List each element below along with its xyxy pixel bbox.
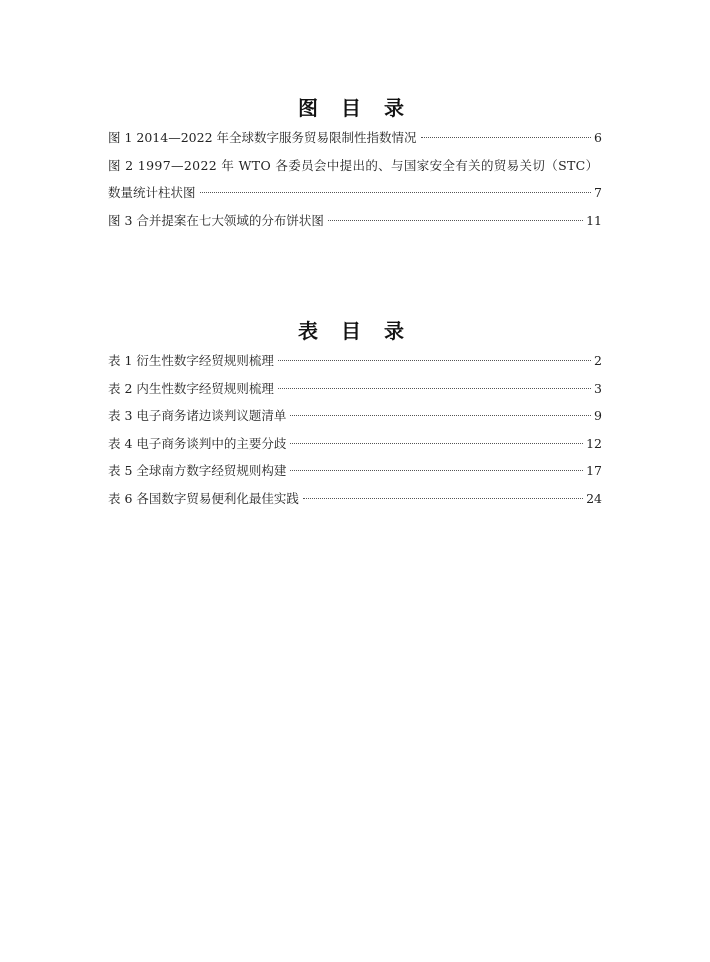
figures-toc-list: [108, 128, 602, 238]
toc-entry-title: 表 3 电子商务诸边谈判议题清单: [108, 408, 287, 423]
toc-entry-page: 3: [594, 380, 602, 396]
toc-entry-title: 图 3 合并提案在七大领域的分布饼状图: [108, 212, 324, 228]
toc-entry-title: 表 5 全球南方数字经贸规则构建: [108, 463, 287, 478]
toc-entry-title: 数量统计柱状图: [108, 185, 196, 200]
toc-entry-table-2[interactable]: [108, 379, 602, 407]
toc-entry-title-line1: 图 2 1997—2022 年 WTO 各委员会中提出的、与国家安全有关的贸易关切（STC）: [108, 157, 599, 173]
dot-leader: [290, 469, 583, 471]
toc-entry-page: 24: [586, 490, 602, 506]
toc-entry-title: 表 4 电子商务谈判中的主要分歧: [108, 435, 287, 451]
toc-entry-table-3[interactable]: [108, 406, 602, 434]
toc-entry-page: 12: [586, 435, 602, 451]
tables-toc-list: [108, 351, 602, 516]
toc-entry-table-5[interactable]: [108, 461, 602, 489]
toc-entry-title: 图 1 2014—2022 年全球数字服务贸易限制性指数情况: [108, 130, 417, 145]
dot-leader: [278, 359, 591, 361]
dot-leader: [200, 191, 592, 193]
toc-entry-figure-1[interactable]: [108, 128, 602, 156]
toc-entry-page: 11: [586, 212, 602, 228]
toc-entry-table-6[interactable]: [108, 489, 602, 517]
dot-leader: [328, 219, 583, 221]
toc-entry-page: 17: [586, 463, 602, 478]
dot-leader: [421, 136, 592, 138]
dot-leader: [290, 414, 591, 416]
toc-entry-page: 6: [594, 130, 602, 145]
toc-entry-title: 表 1 衍生性数字经贸规则梳理: [108, 353, 274, 368]
toc-entry-figure-2[interactable]: [108, 156, 602, 211]
toc-entry-title: 表 6 各国数字贸易便利化最佳实践: [108, 490, 299, 506]
toc-entry-title: 表 2 内生性数字经贸规则梳理: [108, 380, 274, 396]
tables-section-title: 表 目 录: [298, 319, 412, 343]
dot-leader: [278, 387, 591, 389]
toc-entry-table-1[interactable]: [108, 351, 602, 379]
figures-section-title: 图 目 录: [298, 96, 412, 120]
toc-entry-page: 7: [594, 185, 602, 200]
toc-entry-table-4[interactable]: [108, 434, 602, 462]
dot-leader: [303, 497, 583, 499]
toc-entry-page: 2: [594, 353, 602, 368]
dot-leader: [290, 442, 583, 444]
toc-entry-page: 9: [594, 408, 602, 423]
toc-entry-figure-3[interactable]: [108, 211, 602, 239]
